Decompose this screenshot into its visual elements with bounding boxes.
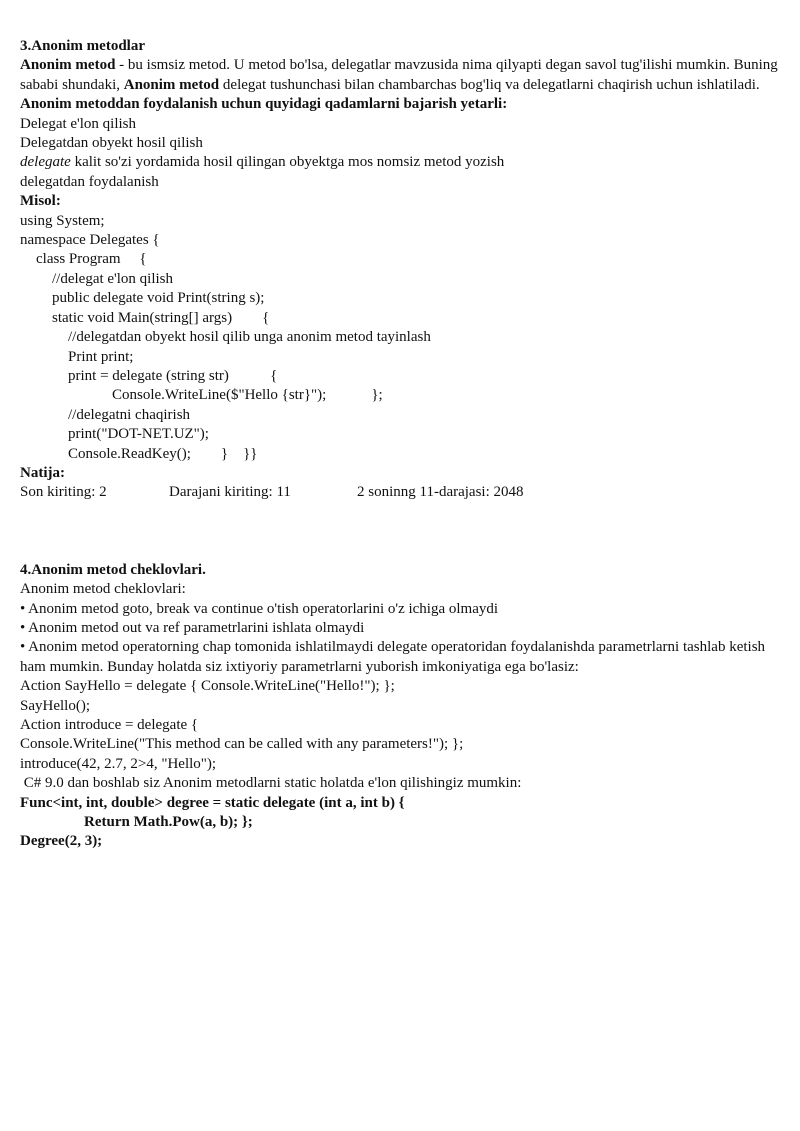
static-note: C# 9.0 dan boshlab siz Anonim metodlarni static holatda e'lon qilishingiz mumkin: xyxy=(20,775,522,792)
code-line: //delegatdan obyekt hosil qilib unga anonim metod tayinlash xyxy=(68,329,431,346)
result-line-2: Darajani kiriting: 11 xyxy=(169,484,291,501)
steps-heading: Anonim metoddan foydalanish uchun quyidagi qadamlarni bajarish yetarli: xyxy=(20,96,508,113)
func-code-line: Func<int, int, double> degree = static delegate (int a, int b) { xyxy=(20,794,405,811)
intro-text-1: - bu ismsiz metod. U metod bo'lsa, delegatlar mavzusida nima qilyapti degan savol tug'ilishi mumkin. Buning sababi shundaki, xyxy=(20,57,778,93)
func-code-line: Degree(2, 3); xyxy=(20,833,103,850)
code-line: static void Main(string[] args) { xyxy=(52,309,270,326)
step-3 xyxy=(20,153,790,172)
code-line: namespace Delegates { xyxy=(20,232,160,249)
result-label: Natija: xyxy=(20,464,65,481)
code-line: class Program { xyxy=(36,251,147,268)
section-3-heading: 3.Anonim metodlar xyxy=(20,38,145,54)
example-label: Misol: xyxy=(20,193,61,210)
intro-paragraph xyxy=(20,56,790,95)
code-line: Console.WriteLine($"Hello {str}"); }; xyxy=(112,387,383,404)
code-line: using System; xyxy=(20,212,105,229)
code-line: //delegatni chaqirish xyxy=(68,406,191,423)
restriction-bullet-3: • Anonim metod operatorning chap tomonida ishlatilmaydi delegate operatoridan foydalanishda parametrlarni tashlab ketish ham mumkin. Bunday holatda siz ixtiyoriy parametrlarni yuborish imkoniyatiga ega bo'lasiz: xyxy=(20,639,766,675)
step-3-text: kalit so'zi yordamida hosil qilingan obyektga mos nomsiz metod yozish xyxy=(70,154,505,171)
code-line: print = delegate (string str) { xyxy=(68,367,278,384)
intro-text-2: delegat tushunchasi bilan chambarchas bog'liq va delegatlarni chaqirish uchun ishlatiladi. xyxy=(219,76,760,93)
code-line: Console.WriteLine("This method can be called with any parameters!"); }; xyxy=(20,736,464,753)
result-line-3: 2 soninng 11-darajasi: 2048 xyxy=(357,484,524,501)
section-spacer xyxy=(20,503,790,561)
restriction-bullet-1: • Anonim metod goto, break va continue o'tish operatorlarini o'z ichiga olmaydi xyxy=(20,600,499,617)
term-anonim-metod: Anonim metod xyxy=(20,57,116,74)
term-anonim-metod-2: Anonim metod xyxy=(123,76,220,93)
result-line-1: Son kiriting: 2 xyxy=(20,484,107,501)
code-line: introduce(42, 2.7, 2>4, "Hello"); xyxy=(20,755,217,772)
code-line: SayHello(); xyxy=(20,697,90,714)
code-line: public delegate void Print(string s); xyxy=(52,290,265,307)
section-4-heading: 4.Anonim metod cheklovlari. xyxy=(20,561,206,578)
code-line: Console.ReadKey(); } }} xyxy=(68,445,258,462)
step-2: Delegatdan obyekt hosil qilish xyxy=(20,135,203,152)
restriction-bullet-2: • Anonim metod out va ref parametrlarini ishlata olmaydi xyxy=(20,619,365,636)
restrictions-subheading: Anonim metod cheklovlari: xyxy=(20,581,186,598)
result-output xyxy=(20,483,790,502)
code-line: print("DOT-NET.UZ"); xyxy=(68,426,209,443)
document-page xyxy=(20,37,790,852)
code-line: Print print; xyxy=(68,348,134,365)
keyword-delegate: delegate xyxy=(20,154,71,171)
code-line: Action SayHello = delegate { Console.WriteLine("Hello!"); }; xyxy=(20,678,395,695)
step-1: Delegat e'lon qilish xyxy=(20,115,137,132)
func-code-line: Return Math.Pow(a, b); }; xyxy=(84,814,253,831)
code-line: Action introduce = delegate { xyxy=(20,717,199,733)
step-4: delegatdan foydalanish xyxy=(20,173,159,190)
code-line: //delegat e'lon qilish xyxy=(52,270,174,287)
